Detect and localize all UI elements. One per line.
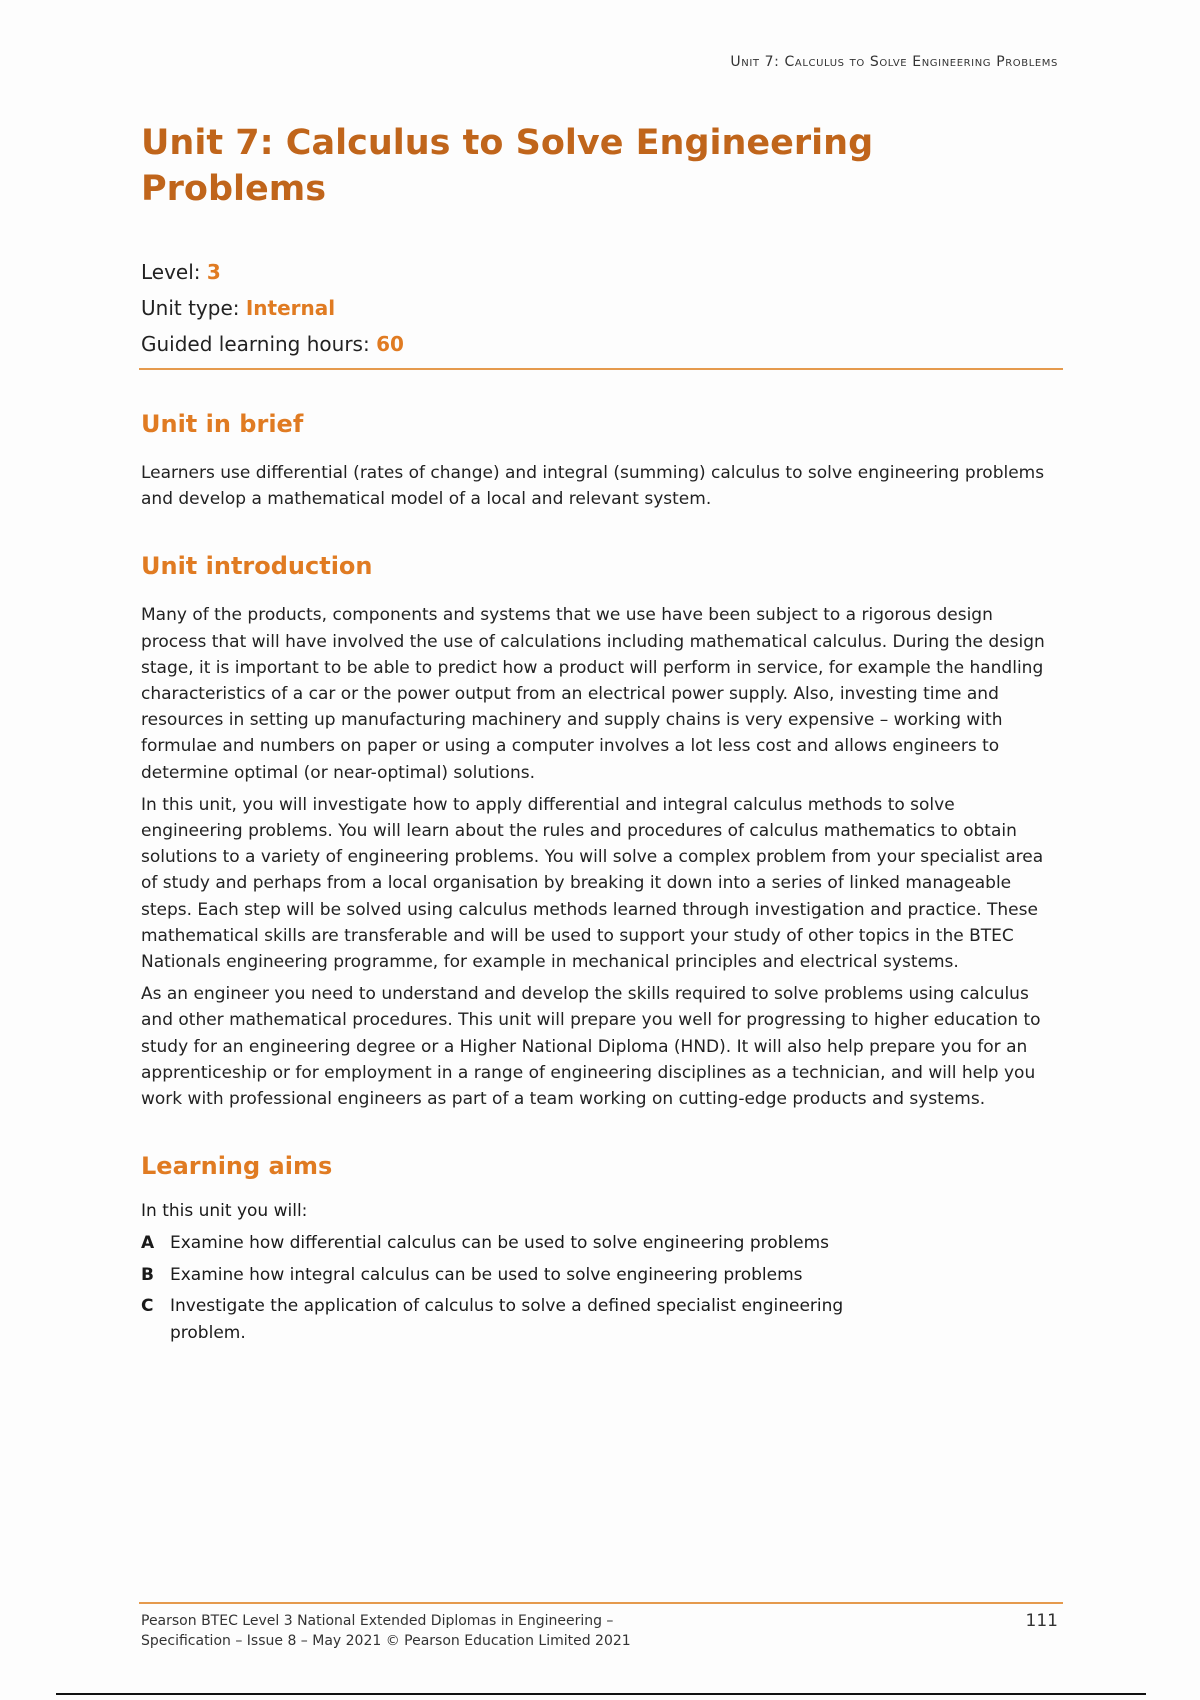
aim-text: Examine how differential calculus can be used to solve engineering problems bbox=[170, 1233, 830, 1254]
unit-type-label: Unit type: bbox=[141, 296, 246, 320]
page-content bbox=[141, 120, 1061, 1351]
unit-introduction-heading: Unit introduction bbox=[141, 552, 373, 581]
unit-in-brief-heading: Unit in brief bbox=[141, 410, 304, 438]
learning-aims-list bbox=[141, 1230, 901, 1346]
meta-divider bbox=[139, 368, 1063, 370]
page-number: 111 bbox=[1025, 1611, 1058, 1631]
level-label: Level: bbox=[141, 260, 207, 284]
page-title: Unit 7: Calculus to Solve Engineering Problems bbox=[141, 123, 874, 209]
learning-aim-item bbox=[141, 1293, 901, 1346]
footer-divider bbox=[139, 1602, 1063, 1604]
learning-aim-item bbox=[141, 1262, 901, 1289]
aim-letter: B bbox=[141, 1264, 154, 1285]
learning-aims-intro: In this unit you will: bbox=[141, 1201, 308, 1222]
level-value: 3 bbox=[206, 260, 221, 284]
learning-aim-item bbox=[141, 1230, 901, 1257]
unit-type-value: Internal bbox=[245, 296, 336, 320]
intro-paragraph-1: Many of the products, components and systems that we use have been subject to a rigorous design process that will have involved the use of calculations including mathematical calculus. During the design stage, it is important to be able to predict how a product will perform in service, for example the handling characteristics of a car or the power output from an electrical power supply. Also, investing time and resources in setting up manufacturing machinery and supply chains is very expensive – working with formulae and numbers on paper or using a computer involves a lot less cost and allows engineers to determine optimal (or near-optimal) solutions. bbox=[141, 605, 1045, 783]
running-header: Unit 7: Calculus to Solve Engineering Problems bbox=[730, 54, 1058, 70]
level-row bbox=[141, 254, 1061, 290]
page-bottom-border bbox=[56, 1693, 1146, 1695]
unit-in-brief-text: Learners use differential (rates of change) and integral (summing) calculus to solve engineering problems and develop a mathematical model of a local and relevant system. bbox=[141, 463, 1045, 510]
aim-letter: C bbox=[141, 1296, 154, 1317]
glh-value: 60 bbox=[376, 332, 404, 356]
aim-text: Examine how integral calculus can be used to solve engineering problems bbox=[170, 1264, 803, 1285]
unit-meta bbox=[141, 254, 1061, 362]
footer-line-2: Specification – Issue 8 – May 2021 © Pearson Education Limited 2021 bbox=[141, 1633, 631, 1649]
aim-text: Investigate the application of calculus to solve a defined specialist engineering problem. bbox=[170, 1296, 844, 1343]
intro-paragraph-3: As an engineer you need to understand and develop the skills required to solve problems using calculus and other mathematical procedures. This unit will prepare you well for progressing to higher education to study for an engineering degree or a Higher National Diploma (HND). It will also help prepare you for an apprenticeship or for employment in a range of engineering disciplines as a technician, and will help you work with professional engineers as part of a team working on cutting-edge products and systems. bbox=[141, 984, 1041, 1110]
guided-learning-hours-row bbox=[141, 326, 1061, 362]
intro-paragraph-2: In this unit, you will investigate how to apply differential and integral calculus methods to solve engineering problems. You will learn about the rules and procedures of calculus mathematics to obtain solutions to a variety of engineering problems. You will solve a complex problem from your specialist area of study and perhaps from a local organisation by breaking it down into a series of linked manageable steps. Each step will be solved using calculus methods learned through investigation and practice. These mathematical skills are transferable and will be used to support your study of other topics in the BTEC Nationals engineering programme, for example in mechanical principles and electrical systems. bbox=[141, 794, 1044, 973]
learning-aims-heading: Learning aims bbox=[141, 1152, 333, 1181]
footer-text bbox=[141, 1611, 631, 1651]
footer-line-1: Pearson BTEC Level 3 National Extended Diplomas in Engineering – bbox=[141, 1613, 614, 1629]
aim-letter: A bbox=[141, 1233, 155, 1254]
unit-type-row bbox=[141, 290, 1061, 326]
glh-label: Guided learning hours: bbox=[141, 332, 377, 356]
